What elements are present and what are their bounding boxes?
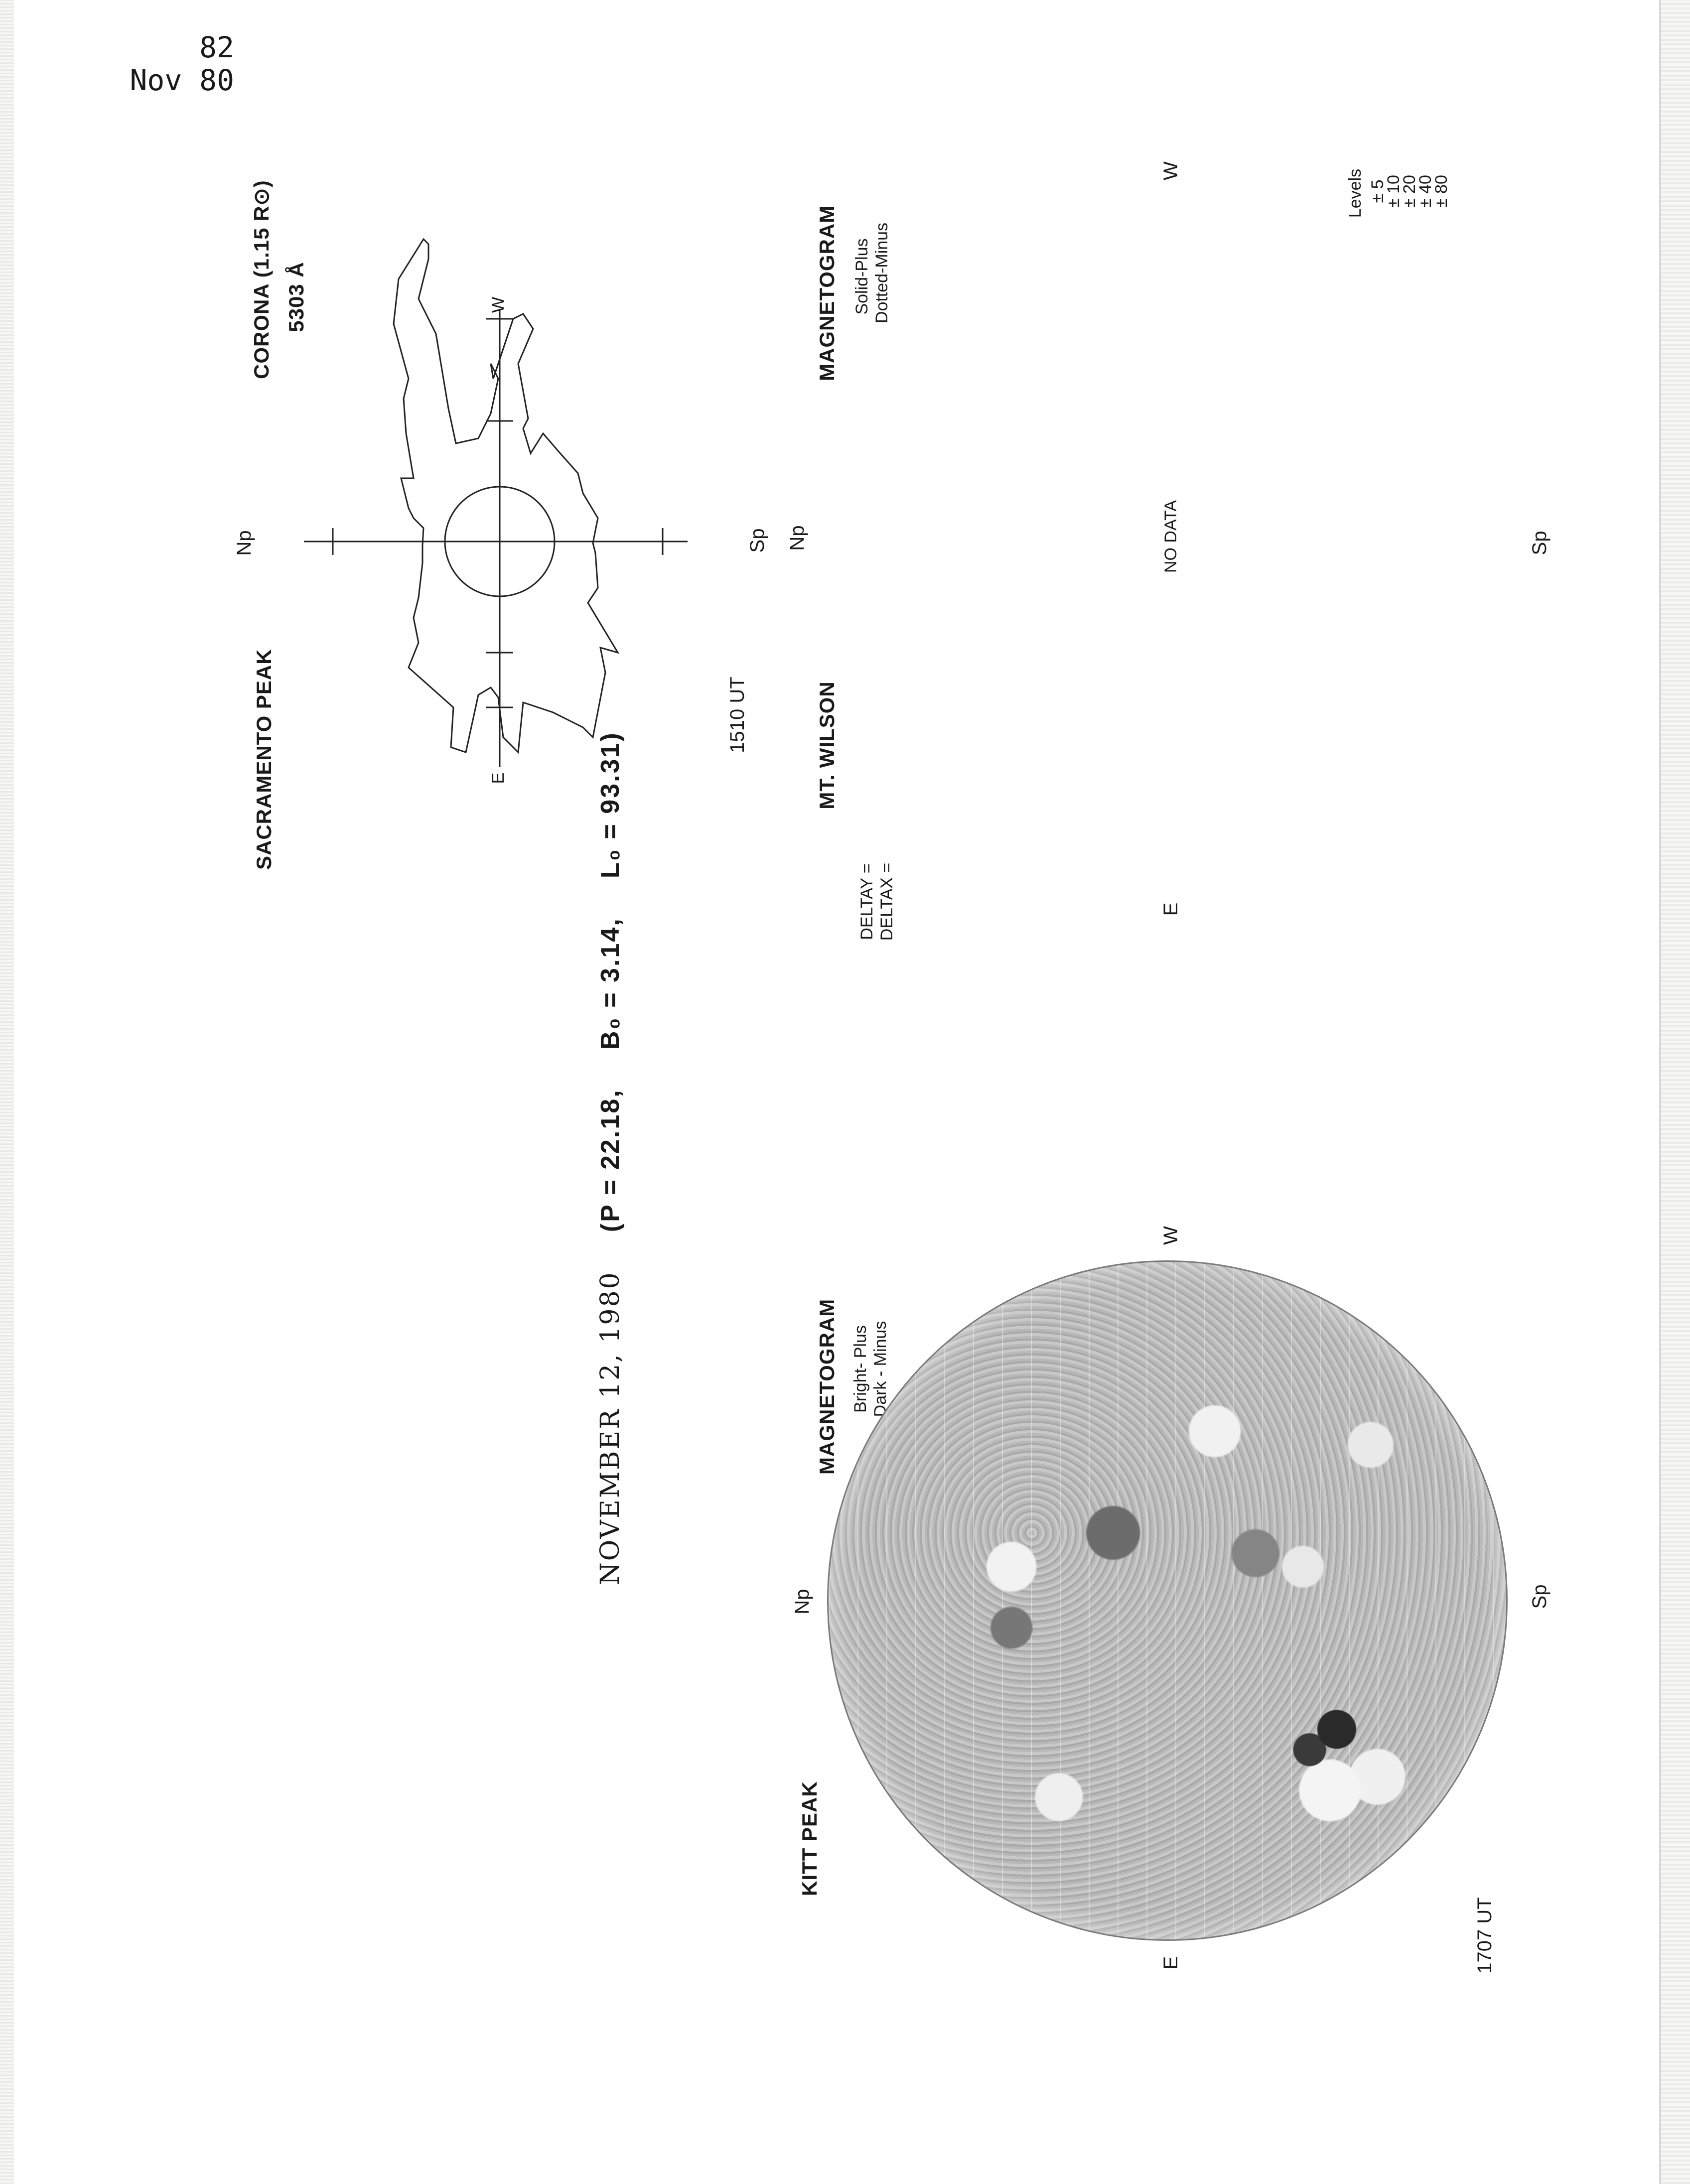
mtwilson-magnetogram-label: MAGNETOGRAM bbox=[815, 205, 839, 381]
corona-wavelength: 5303 Å bbox=[284, 262, 308, 332]
mtwilson-level-10: ± 10 bbox=[1384, 175, 1403, 208]
kittpeak-west-label: W bbox=[1160, 1226, 1182, 1245]
kittpeak-magnetogram-image bbox=[827, 1260, 1508, 1941]
sacpeak-time: 1510 UT bbox=[726, 677, 748, 753]
title-p-angle: (P = 22.18, bbox=[596, 1089, 625, 1232]
mtwilson-level-5: ± 5 bbox=[1368, 179, 1387, 203]
kittpeak-east-label: E bbox=[1160, 1956, 1182, 1970]
kittpeak-south-label: Sp bbox=[1529, 1584, 1550, 1609]
corona-label: CORONA (1.15 R⊙) bbox=[250, 180, 273, 379]
kittpeak-magnetogram-label: MAGNETOGRAM bbox=[815, 1298, 839, 1475]
mtwilson-level-20: ± 20 bbox=[1400, 175, 1419, 208]
mtwilson-north-label: Np bbox=[786, 525, 808, 551]
sacpeak-north-label: Np bbox=[233, 530, 255, 556]
sacpeak-observatory-label: SACRAMENTO PEAK bbox=[252, 649, 276, 870]
mtwilson-east-label: E bbox=[1160, 902, 1182, 916]
mtwilson-deltax: DELTAX = bbox=[877, 862, 896, 941]
kittpeak-time: 1707 UT bbox=[1474, 1897, 1496, 1974]
sacpeak-south-label: Sp bbox=[746, 528, 768, 553]
kittpeak-observatory-label: KITT PEAK bbox=[798, 1781, 821, 1896]
title-date: NOVEMBER 12, 1980 bbox=[595, 1271, 625, 1585]
mtwilson-level-80: ± 80 bbox=[1432, 175, 1451, 208]
kittpeak-north-label: Np bbox=[791, 1589, 813, 1615]
kittpeak-legend-plus: Bright- Plus bbox=[851, 1325, 870, 1413]
title-b0: B₀ = 3.14, bbox=[596, 917, 625, 1050]
mtwilson-south-label: Sp bbox=[1529, 531, 1550, 555]
corona-intensity-contour bbox=[394, 239, 618, 752]
mtwilson-level-40: ± 40 bbox=[1416, 175, 1435, 208]
kittpeak-legend-minus: Dark - Minus bbox=[871, 1321, 890, 1417]
mtwilson-deltay: DELTAY = bbox=[857, 863, 876, 940]
page-date: Nov 80 bbox=[130, 63, 234, 97]
corona-axis-east-label: E bbox=[489, 772, 508, 784]
corona-axis-west-label: W bbox=[489, 296, 508, 313]
page-number: 82 bbox=[199, 30, 234, 64]
mtwilson-observatory-label: MT. WILSON bbox=[815, 681, 839, 810]
title-l0: L₀ = 93.31) bbox=[596, 731, 625, 879]
mtwilson-legend-minus: Dotted-Minus bbox=[872, 222, 891, 324]
mtwilson-west-label: W bbox=[1160, 161, 1182, 180]
mtwilson-no-data: NO DATA bbox=[1161, 500, 1180, 573]
mtwilson-legend-plus: Solid-Plus bbox=[852, 238, 871, 315]
mtwilson-levels-title: Levels bbox=[1346, 168, 1365, 218]
